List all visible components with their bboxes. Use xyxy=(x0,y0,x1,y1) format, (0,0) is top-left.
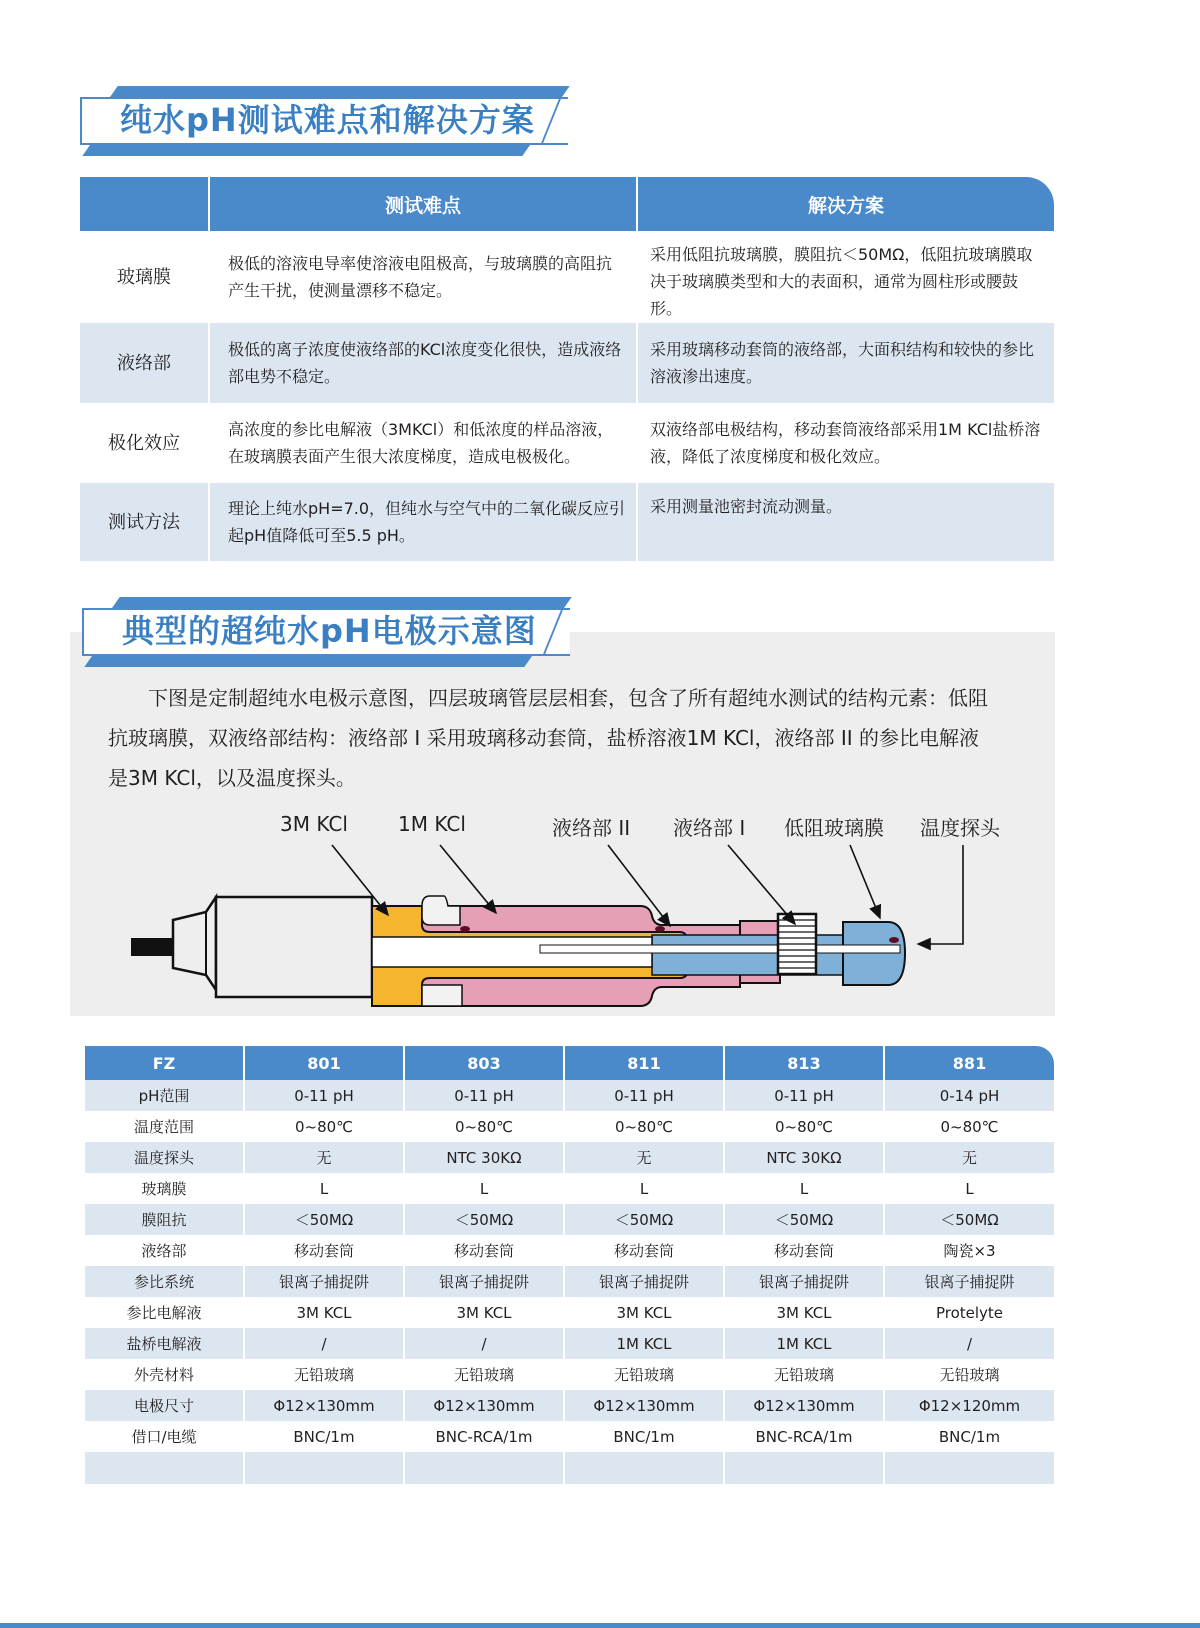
spec-cell: 0~80℃ xyxy=(245,1111,405,1142)
label-low-resistance-membrane: 低阻玻璃膜 xyxy=(784,816,884,840)
spec-row xyxy=(85,1111,1054,1142)
spec-cell: 移动套筒 xyxy=(565,1235,725,1266)
spec-cell: L xyxy=(405,1173,565,1204)
spec-cell: 0-11 pH xyxy=(245,1080,405,1111)
spec-cell: 移动套筒 xyxy=(405,1235,565,1266)
spec-header-cell: 811 xyxy=(565,1046,725,1080)
spec-table xyxy=(85,1046,1054,1484)
spec-cell: NTC 30KΩ xyxy=(725,1142,885,1173)
spec-cell xyxy=(885,1452,1054,1484)
spec-row xyxy=(85,1328,1054,1359)
spec-row xyxy=(85,1235,1054,1266)
spec-cell: ＜50MΩ xyxy=(940,1211,999,1229)
row-label: 玻璃膜 xyxy=(80,231,210,323)
spec-cell: BNC/1m xyxy=(565,1421,725,1452)
row-label: 液络部 xyxy=(80,323,210,403)
spec-cell: 无铅玻璃 xyxy=(939,1366,1000,1384)
spec-cell: ＜50MΩ xyxy=(565,1204,725,1235)
spec-row-label: 膜阻抗 xyxy=(85,1204,245,1235)
row-label: 测试方法 xyxy=(80,483,210,561)
spec-cell: Φ12×130mm xyxy=(565,1390,725,1421)
spec-cell: Protelyte xyxy=(935,1303,1004,1322)
spec-cell: / xyxy=(245,1328,405,1359)
spec-cell xyxy=(725,1452,885,1484)
row-solution: 采用低阻抗玻璃膜，膜阻抗＜50MΩ，低阻抗玻璃膜取决于玻璃膜类型和大的表面积，通常为圆柱形或腰鼓形。 xyxy=(650,245,1033,318)
spec-row-label: 温度探头 xyxy=(85,1142,245,1173)
spec-row-label: 参比电解液 xyxy=(85,1297,245,1328)
spec-cell: L xyxy=(245,1173,405,1204)
spec-cell: ＜50MΩ xyxy=(725,1204,885,1235)
spec-row-label: 液络部 xyxy=(85,1235,245,1266)
spec-cell: 3M KCL xyxy=(725,1297,885,1328)
spec-cell: 无铅玻璃 xyxy=(405,1359,565,1390)
spec-cell: 银离子捕捉阱 xyxy=(405,1266,565,1297)
spec-header-cell: 813 xyxy=(725,1046,885,1080)
spec-cell xyxy=(565,1452,725,1484)
row-difficulty: 极低的离子浓度使液络部的KCl浓度变化很快，造成液络部电势不稳定。 xyxy=(210,323,638,403)
spec-row xyxy=(85,1142,1054,1173)
spec-cell: 陶瓷×3 xyxy=(943,1242,996,1260)
spec-cell: 无 xyxy=(565,1142,725,1173)
spec-cell: 3M KCL xyxy=(565,1297,725,1328)
spec-row xyxy=(85,1359,1054,1390)
spec-cell: 无 xyxy=(961,1149,977,1167)
spec-cell: 移动套筒 xyxy=(245,1235,405,1266)
header-cell-difficulty: 测试难点 xyxy=(210,177,638,231)
sleeve xyxy=(778,914,816,974)
section2-title: 典型的超纯水pH电极示意图 xyxy=(122,612,537,650)
spec-header-cell: 801 xyxy=(245,1046,405,1080)
spec-cell: 银离子捕捉阱 xyxy=(725,1266,885,1297)
spec-row-label: pH范围 xyxy=(85,1080,245,1111)
spec-cell: 无 xyxy=(245,1142,405,1173)
footer-divider xyxy=(0,1623,1200,1628)
row-solution: 双液络部电极结构，移动套筒液络部采用1M KCl盐桥溶液，降低了浓度梯度和极化效应。 xyxy=(650,420,1041,466)
spec-header-cell: FZ xyxy=(85,1046,245,1080)
spec-cell: 0-14 pH xyxy=(939,1086,1000,1105)
row-difficulty: 极低的溶液电导率使溶液电阻极高，与玻璃膜的高阻抗产生干扰，使测量漂移不稳定。 xyxy=(210,231,638,323)
spec-row-label: 电极尺寸 xyxy=(85,1390,245,1421)
spec-cell: Φ12×130mm xyxy=(405,1390,565,1421)
spec-cell: Φ12×120mm xyxy=(918,1396,1021,1415)
spec-cell: 0-11 pH xyxy=(725,1080,885,1111)
spec-cell: BNC-RCA/1m xyxy=(725,1421,885,1452)
spec-row-label: 玻璃膜 xyxy=(85,1173,245,1204)
spec-cell: 无铅玻璃 xyxy=(245,1359,405,1390)
spec-row-label: 盐桥电解液 xyxy=(85,1328,245,1359)
label-1m-kcl: 1M KCl xyxy=(398,812,466,836)
spec-row xyxy=(85,1204,1054,1235)
spec-cell: / xyxy=(405,1328,565,1359)
spec-row xyxy=(85,1173,1054,1204)
spec-cell: Φ12×130mm xyxy=(245,1390,405,1421)
spec-row-label: 参比系统 xyxy=(85,1266,245,1297)
spec-cell: ＜50MΩ xyxy=(405,1204,565,1235)
spec-cell: 1M KCL xyxy=(565,1328,725,1359)
spec-header-cell: 803 xyxy=(405,1046,565,1080)
spec-cell: 0~80℃ xyxy=(940,1117,999,1136)
spec-cell: Φ12×130mm xyxy=(725,1390,885,1421)
spec-cell: BNC/1m xyxy=(245,1421,405,1452)
section1-title: 纯水pH测试难点和解决方案 xyxy=(120,101,535,139)
spec-cell: ＜50MΩ xyxy=(245,1204,405,1235)
spec-cell: 0-11 pH xyxy=(565,1080,725,1111)
spec-cell: L xyxy=(965,1179,974,1198)
spec-row-label: 温度范围 xyxy=(85,1111,245,1142)
label-temperature-probe: 温度探头 xyxy=(920,816,1000,840)
spec-cell: 银离子捕捉阱 xyxy=(924,1273,1015,1291)
spec-row-label xyxy=(85,1452,245,1484)
row-difficulty: 理论上纯水pH=7.0，但纯水与空气中的二氧化碳反应引起pH值降低可至5.5 pH。 xyxy=(210,483,638,561)
spec-cell: NTC 30KΩ xyxy=(405,1142,565,1173)
spec-cell xyxy=(405,1452,565,1484)
label-junction-2: 液络部 II xyxy=(552,816,631,840)
row-difficulty: 高浓度的参比电解液（3MKCl）和低浓度的样品溶液，在玻璃膜表面产生很大浓度梯度，造成电极极化。 xyxy=(210,403,638,483)
spec-cell: BNC-RCA/1m xyxy=(405,1421,565,1452)
spec-cell: 0~80℃ xyxy=(565,1111,725,1142)
spec-row-empty xyxy=(85,1452,1054,1484)
spec-row xyxy=(85,1266,1054,1297)
spec-header-cell: 881 xyxy=(885,1046,1054,1080)
spec-cell: 银离子捕捉阱 xyxy=(565,1266,725,1297)
spec-cell: 3M KCL xyxy=(245,1297,405,1328)
row-solution: 采用玻璃移动套筒的液络部，大面积结构和较快的参比溶液渗出速度。 xyxy=(650,340,1035,386)
row-label: 极化效应 xyxy=(80,403,210,483)
spec-cell: 0-11 pH xyxy=(405,1080,565,1111)
spec-row xyxy=(85,1390,1054,1421)
spec-row xyxy=(85,1297,1054,1328)
spec-cell: 无铅玻璃 xyxy=(565,1359,725,1390)
spec-cell xyxy=(245,1452,405,1484)
header-cell-solution: 解决方案 xyxy=(638,177,1054,231)
spec-row-label: 外壳材料 xyxy=(85,1359,245,1390)
spec-cell: 0~80℃ xyxy=(405,1111,565,1142)
spec-header-row xyxy=(85,1046,1054,1080)
spec-cell: 3M KCL xyxy=(405,1297,565,1328)
spec-cell: / xyxy=(966,1334,973,1353)
intro-text: 下图是定制超纯水电极示意图，四层玻璃管层层相套，包含了所有超纯水测试的结构元素：低阻抗玻璃膜，双液络部结构：液络部 I 采用玻璃移动套筒，盐桥溶液1M KCl，液络部 II 的参比电解液是3M KCl，以及温度探头。 xyxy=(108,686,988,790)
row-solution: 采用测量池密封流动测量。 xyxy=(650,497,843,516)
spec-cell: 1M KCL xyxy=(725,1328,885,1359)
spec-cell: 无铅玻璃 xyxy=(725,1359,885,1390)
spec-row-label: 借口/电缆 xyxy=(85,1421,245,1452)
spec-cell: 0~80℃ xyxy=(725,1111,885,1142)
label-junction-1: 液络部 I xyxy=(673,816,746,840)
spec-cell: L xyxy=(565,1173,725,1204)
spec-cell: 银离子捕捉阱 xyxy=(245,1266,405,1297)
label-3m-kcl: 3M KCl xyxy=(280,812,348,836)
spec-row xyxy=(85,1421,1054,1452)
spec-cell: L xyxy=(725,1173,885,1204)
spec-cell: BNC/1m xyxy=(938,1427,1001,1446)
spec-cell: 移动套筒 xyxy=(725,1235,885,1266)
spec-row xyxy=(85,1080,1054,1111)
